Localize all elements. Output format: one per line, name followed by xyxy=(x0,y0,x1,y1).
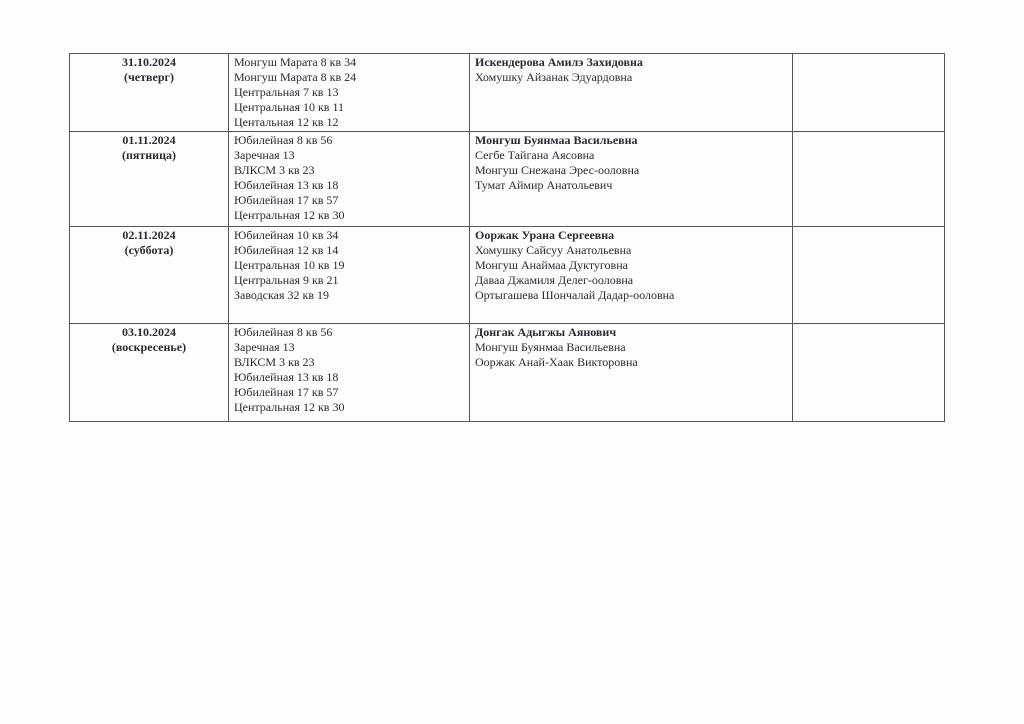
date-cell xyxy=(70,54,229,132)
staff-cell xyxy=(470,227,793,324)
staff-lead: Донгак Адыгжы Аянович xyxy=(475,325,617,339)
address: Монгуш Марата 8 кв 24 xyxy=(234,70,357,84)
staff-member: Монгуш Буянмаа Васильевна xyxy=(475,340,626,354)
staff-member: Монгуш Анаймаа Дуктуговна xyxy=(475,258,628,272)
note-cell xyxy=(793,132,945,227)
weekday: (суббота) xyxy=(124,243,174,257)
staff-member: Тумат Аймир Анатольевич xyxy=(475,178,613,192)
address: Монгуш Марата 8 кв 34 xyxy=(234,55,357,69)
note-cell xyxy=(793,227,945,324)
table-row xyxy=(70,324,945,422)
address: Центральная 10 кв 11 xyxy=(234,100,345,114)
address: Юбилейная 10 кв 34 xyxy=(234,228,339,242)
date: 02.11.2024 xyxy=(122,228,176,242)
address: Центральная 12 кв 30 xyxy=(234,400,345,414)
address-cell xyxy=(229,324,470,422)
address: Центральная 10 кв 19 xyxy=(234,258,345,272)
note-cell xyxy=(793,324,945,422)
staff-cell xyxy=(470,324,793,422)
staff-cell xyxy=(470,132,793,227)
address: Юбилейная 13 кв 18 xyxy=(234,178,339,192)
staff-lead: Ооржак Урана Сергеевна xyxy=(475,228,615,242)
date: 31.10.2024 xyxy=(122,55,176,69)
date-cell xyxy=(70,132,229,227)
address: ВЛКСМ 3 кв 23 xyxy=(234,163,315,177)
address: Центральная 9 кв 21 xyxy=(234,273,339,287)
address: Заречная 13 xyxy=(234,340,295,354)
address-cell xyxy=(229,132,470,227)
staff-lead: Искендерова Амилэ Захидовна xyxy=(475,55,643,69)
staff-member: Ооржак Анай-Хаак Викторовна xyxy=(475,355,638,369)
weekday: (пятница) xyxy=(121,148,177,162)
address: Центральная 12 кв 30 xyxy=(234,208,345,222)
staff-member: Монгуш Снежана Эрес-ооловна xyxy=(475,163,640,177)
staff-member: Хомушку Сайсуу Анатольевна xyxy=(475,243,632,257)
address: Юбилейная 17 кв 57 xyxy=(234,193,339,207)
address: Юбилейная 17 кв 57 xyxy=(234,385,339,399)
date: 03.10.2024 xyxy=(122,325,176,339)
note-cell xyxy=(793,54,945,132)
address: Юбилейная 8 кв 56 xyxy=(234,325,333,339)
address: Центральная 7 кв 13 xyxy=(234,85,339,99)
address-cell xyxy=(229,227,470,324)
schedule-table xyxy=(69,53,945,422)
date-cell xyxy=(70,324,229,422)
address: ВЛКСМ 3 кв 23 xyxy=(234,355,315,369)
staff-member: Ортыгашева Шончалай Дадар-ооловна xyxy=(475,288,675,302)
address-cell xyxy=(229,54,470,132)
date: 01.11.2024 xyxy=(122,133,176,147)
address: Юбилейная 8 кв 56 xyxy=(234,133,333,147)
weekday: (воскресенье) xyxy=(111,340,187,354)
staff-lead: Монгуш Буянмаа Васильевна xyxy=(475,133,638,147)
table-row xyxy=(70,54,945,132)
address: Заречная 13 xyxy=(234,148,295,162)
address: Юбилейная 13 кв 18 xyxy=(234,370,339,384)
staff-member: Даваа Джамиля Делег-ооловна xyxy=(475,273,634,287)
staff-member: Хомушку Айзанак Эдуардовна xyxy=(475,70,633,84)
address: Юбилейная 12 кв 14 xyxy=(234,243,339,257)
address: Заводская 32 кв 19 xyxy=(234,288,329,302)
table-row xyxy=(70,227,945,324)
weekday: (четверг) xyxy=(124,70,174,84)
staff-member: Сегбе Тайгана Аясовна xyxy=(475,148,595,162)
table-row xyxy=(70,132,945,227)
date-cell xyxy=(70,227,229,324)
address: Центальная 12 кв 12 xyxy=(234,115,339,129)
staff-cell xyxy=(470,54,793,132)
